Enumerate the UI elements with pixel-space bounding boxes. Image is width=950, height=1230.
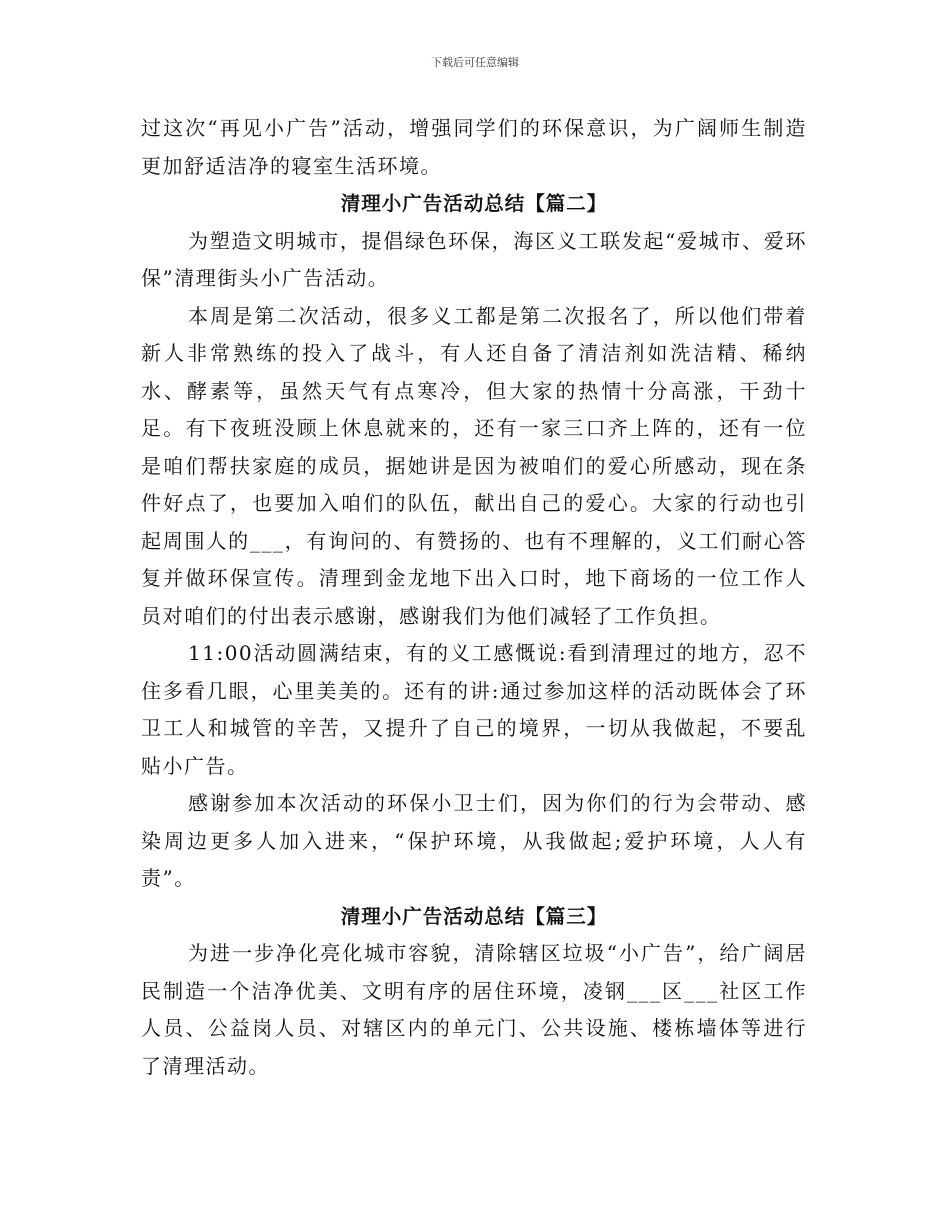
paragraph: 感谢参加本次活动的环保小卫士们，因为你们的行为会带动、感染周边更多人加入进来，“保护环境，从我做起;爱护环境，人人有责”。 bbox=[141, 791, 807, 890]
section-heading: 清理小广告活动总结【篇二】 bbox=[340, 192, 608, 215]
paragraph: 本周是第二次活动，很多义工都是第二次报名了，所以他们带着新人非常熟练的投入了战斗，有人还自备了清洁剂如洗洁精、稀纳水、酵素等，虽然天气有点寒冷，但大家的热情十分高涨，干劲十足。有下夜班没顾上休息就来的，还有一家三口齐上阵的，还有一位是咱们帮扶家庭的成员，据她讲是因为被咱们的爱心所感动，现在条件好点了，也要加入咱们的队伍，献出自己的爱心。大家的行动也引起周围人的___，有询问的、有赞扬的、也有不理解的，义工们耐心答复并做环保宣传。清理到金龙地下出入口时，地下商场的一位工作人员对咱们的付出表示感谢，感谢我们为他们减轻了工作负担。 bbox=[141, 303, 807, 628]
page-header: 下载后可任意编辑 bbox=[431, 56, 519, 69]
paragraph: 为塑造文明城市，提倡绿色环保，海区义工联发起“爱城市、爱环保”清理街头小广告活动。 bbox=[141, 228, 807, 290]
document-body bbox=[141, 110, 807, 1085]
paragraph: 11:00活动圆满结束，有的义工感慨说:看到清理过的地方，忍不住多看几眼，心里美美的。还有的讲:通过参加这样的活动既体会了环卫工人和城管的辛苦，又提升了自己的境界，一切从我做起，不要乱贴小广告。 bbox=[141, 641, 807, 778]
paragraph: 过这次“再见小广告”活动，增强同学们的环保意识，为广阔师生制造更加舒适洁净的寝室生活环境。 bbox=[141, 116, 807, 178]
section-heading: 清理小广告活动总结【篇三】 bbox=[340, 904, 608, 928]
paragraph: 为进一步净化亮化城市容貌，清除辖区垃圾“小广告”，给广阔居民制造一个洁净优美、文明有序的居住环境，凌钢___区___社区工作人员、公益岗人员、对辖区内的单元门、公共设施、楼栋墙体等进行了清理活动。 bbox=[141, 941, 807, 1078]
